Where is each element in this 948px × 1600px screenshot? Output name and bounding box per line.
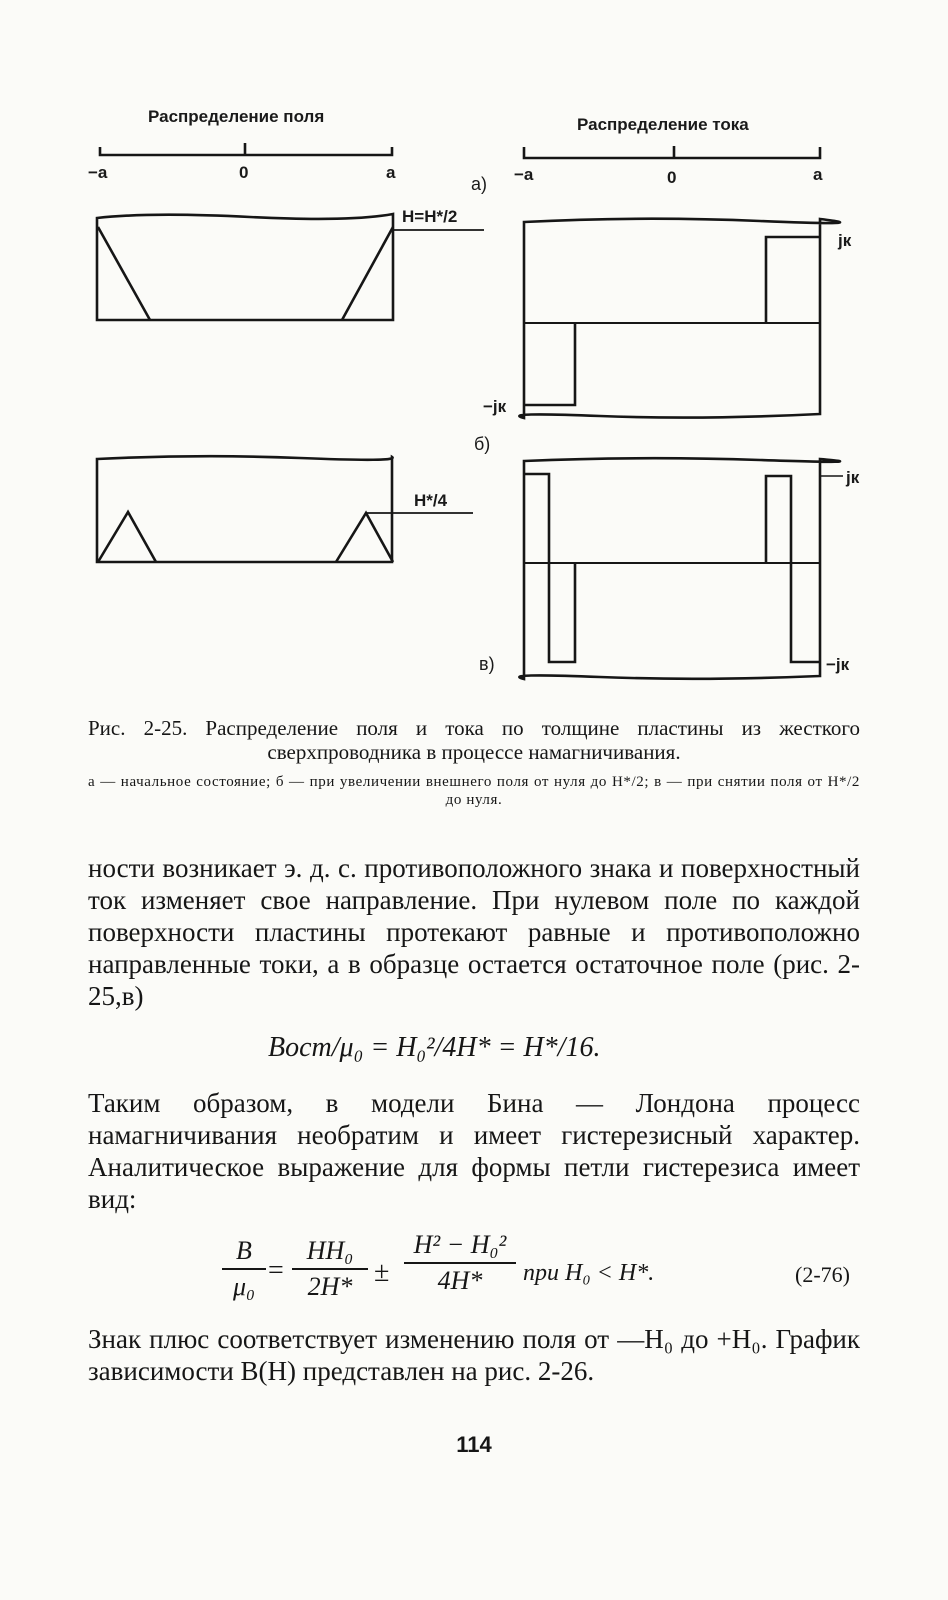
field-axis-tick-neg-a: −a — [88, 163, 108, 182]
panel-label-a: а) — [471, 174, 488, 194]
current-axis-tick-neg-a: −a — [514, 165, 534, 184]
eq-lhs-den: μ₀ — [232, 1271, 256, 1301]
field-axis — [100, 143, 392, 155]
current-distribution-title: Распределение тока — [577, 115, 749, 134]
eq-term1-den: 2H* — [307, 1271, 353, 1301]
eq-lhs-fraction — [222, 1236, 266, 1302]
equation-residual-field: Bост/μ₀ = H₀²/4H* = H*/16. — [268, 1032, 601, 1063]
eq-term1-fraction — [292, 1236, 368, 1302]
current-axis — [524, 146, 820, 158]
page-number: 114 — [456, 1432, 492, 1457]
current-profile-b — [524, 237, 820, 405]
current-axis-tick-a: a — [813, 165, 823, 184]
current-box-b — [519, 219, 840, 418]
figure-caption: Рис. 2-25. Распределение поля и тока по толщине пластины из жесткого сверхпроводника в процессе намагничивания. — [88, 716, 860, 764]
current-label-neg-jk-v: −jк — [826, 655, 850, 674]
eq-plus-minus: ± — [374, 1257, 390, 1288]
field-level-label-v: H*/4 — [414, 491, 448, 510]
panel-label-v: в) — [479, 654, 495, 674]
paragraph-2: Таким образом, в модели Бина — Лондона процесс намагничивания необратим и имеет гистерезисный характер. Аналитическое выражение для формы петли гистерезиса имеет вид: — [88, 1088, 860, 1214]
field-axis-tick-a: a — [386, 163, 396, 182]
field-distribution-title: Распределение поля — [148, 107, 325, 126]
eq-term1-num: HH₀ — [306, 1236, 354, 1265]
paragraph-1: ности возникает э. д. с. противоположного знака и поверхностный ток изменяет свое направление. При нулевом поле по каждой поверхности пластины протекают равные и противоположно направленные токи, а в образце остается остаточное поле (рис. 2-25,в) — [88, 853, 860, 1011]
field-level-label-a: H=H*/2 — [402, 207, 458, 226]
current-label-jk-b: jк — [838, 231, 852, 250]
figure-2-25 — [0, 0, 948, 700]
eq-term2-den: 4H* — [437, 1265, 483, 1295]
current-label-neg-jk-b: −jк — [483, 397, 507, 416]
eq-term2-num: H² − H₀² — [413, 1230, 507, 1259]
field-axis-tick-zero: 0 — [239, 163, 249, 182]
eq-term2-fraction — [404, 1230, 516, 1296]
field-profile-v — [98, 512, 393, 562]
field-box-v — [97, 456, 393, 562]
field-profile-a — [98, 227, 393, 320]
current-axis-tick-zero: 0 — [667, 168, 677, 187]
paragraph-3: Знак плюс соответствует изменению поля от —H₀ до +H₀. График зависимости B(H) представлен на рис. 2-26. — [88, 1324, 860, 1386]
panel-label-b: б) — [474, 434, 491, 454]
eq-equals: = — [268, 1255, 284, 1286]
figure-caption-legend: а — начальное состояние; б — при увеличении внешнего поля от нуля до H*/2; в — при снятии поля от H*/2 до нуля. — [88, 774, 860, 808]
eq-lhs-num: B — [236, 1236, 252, 1265]
current-label-jk-v: jк — [846, 468, 860, 487]
eq-number: (2-76) — [795, 1262, 850, 1287]
current-profile-v — [524, 474, 820, 662]
eq-condition: при H₀ < H*. — [523, 1260, 655, 1286]
